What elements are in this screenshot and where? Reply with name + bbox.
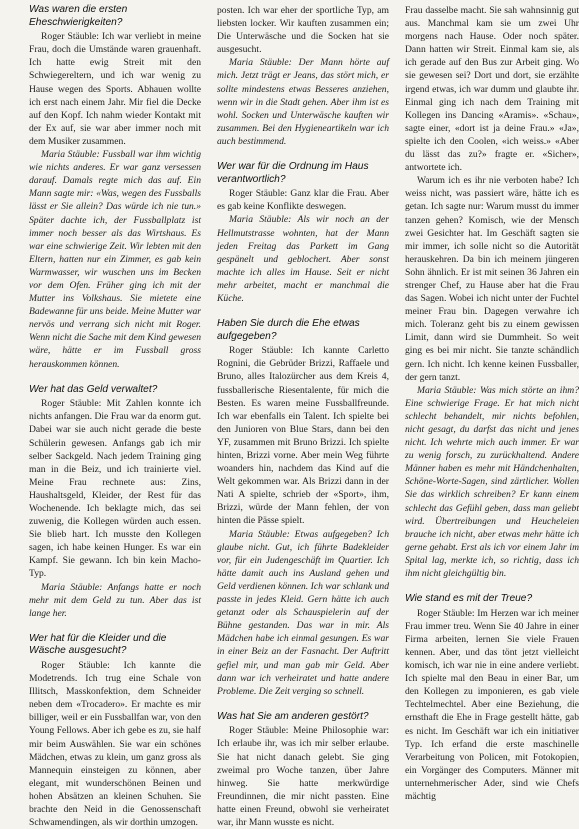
answer-paragraph: Warum ich es ihr nie verboten habe? Ich weiss nicht, was passiert wäre, hätte ich es getan. Ich sagte nur: Warum musst du immer tanzen gehen? Komisch, wie der Mensch zwei Gesichter hat. Im Geschäft sagten sie mir immer, ich solle nicht so die Autorität herauskehren. Da bin ich meinem jüngeren Sohn ähnlich. Er ist mit seinen 36 Jahren ein strenger Chef, zu Hause aber hat die Frau das Sagen. Wobei ich nicht unter der Fuchtel meiner Frau bin. Dagegen verwahre ich mich. Toleranz geht bis zu einem gewissen Limit, dann wird sie Dummheit. So weit ging es bei mir nicht. Sie tanzte schändlich gern. Ich nicht. Ich kenne keinen Fussballer, der gern tanzt. — [405, 175, 579, 383]
question-heading: Wer hat für die Kleider und die Wäsche ausgesucht? — [29, 632, 167, 657]
answer-paragraph: Roger Stäuble: Ich kannte Carletto Rognini, die Gebrüder Brizzi, Raffaele und Bruno, alles Italozürcher aus dem Kreis 4, fussballerische Riesentalente, für mich die Besten. Es waren meine Fussballfreunde. Ich war ebenfalls ein Talent. Ich spielte bei den Junioren von Blue Stars, dann bei den YF, zusammen mit Bruno Brizzi. Ich spielte hinten, Brizzi vorne. Aber mein Weg führte woanders hin, nachdem das Kind auf die Welt gekommen war. Als Brizzi dann in der Nati A spielte, schrieb der «Sport», ihm, Brizzi, würde der Mann fehlen, der von hinten die Pässe spielt. — [217, 345, 389, 527]
answer-paragraph: Roger Stäuble: Im Herzen war ich meiner Frau immer treu. Wenn Sie 40 Jahre in einer Firma arbeiten, lernen Sie viele Frauen kennen. Aber, und das tönt jetzt vielleicht komisch, ich war nie in eine andere verliebt. Ich spielte mal den Beau in einer Bar, um den Kollegen zu imponieren, es gab viele Techtelmechtel. Aber eine Beziehung, die ernsthaft die Ehe in Frage gestellt hätte, gab es nicht. Im Geschäft war ich ein initiativer Typ. Ich erfand die erste maschinelle Verarbeitung von Policen, mit Fotokopien, ein Vorgänger des Computers. Männer mit unternehmerischer Ader, sind wie Chefs mächtig — [405, 607, 579, 803]
question-heading: Wer hat das Geld verwaltet? — [29, 383, 158, 395]
answer-paragraph-italic: Maria Stäuble: Der Mann hörte auf mich. Jetzt trägt er Jeans, das stört mich, er sollte mindestens etwas Besseres anziehen, wenn wir in die Stadt gehen. Aber ihm ist es wohl. Socken und Unterwäsche kauften wir zusammen. Bei den Hygieneartikeln war ich auch bestimmend. — [217, 57, 389, 147]
answer-paragraph: Roger Stäuble: Ich kannte die Modetrends. Ich trug eine Schale von Illitsch, Masskonfektion, dem Schneider neben dem «Trocadero». Er machte es mir billiger, weil er ein Fussballfan war, von den Young Fellows. Aber ich gebe es zu, sie half mir beim Auswählen. Sie war ein schönes Mädchen, etwas zu klein, um ganz gross als Mannequin einsteigen zu können, aber elegant, mit wunderschönen Beinen und hohen Absätzen an kleinen Schuhen. Sie brachte den Neid in die Genossenschaft Schwamendingen, als wir dorthin umzogen. — [29, 660, 201, 829]
column-right — [405, 4, 579, 803]
continued-paragraph: Frau dasselbe macht. Sie sah wahnsinnig gut aus. Manchmal kam sie um zwei Uhr morgens nach Hause. Oder noch später. Dann hatten wir Streit. Einmal kam sie, als ich gerade auf den Bus zur Arbeit ging. Wo sie gewesen sei? Dort und dort, sie erzählte irgend etwas, ich war dumm und glaubte ihr. Einmal ging ich nach dem Training mit Kollegen ins Dancing «Aramis». «Schau», sagte einer, «dort ist ja deine Frau.» «Ja», spielte ich den Coolen, «ich weiss.» «Aber du lässt das zu?» fragte er. «Sicher», antwortete ich. — [405, 5, 579, 174]
question-heading: Was waren die ersten Eheschwierigkeiten? — [29, 4, 128, 28]
answer-paragraph: Roger Stäuble: Meine Philosophie war: Ich erlaube ihr, was ich mir selber erlaube. Sie hat nicht danach gelebt. Sie ging zweimal pro Woche tanzen, über Jahre hinweg. Sie hatte merkwürdige Freundinnen, die mir nicht passten. Eine hatte einen Freund, obwohl sie verheiratet war, ihr Mann wusste es nicht. — [217, 725, 389, 829]
answer-paragraph-italic: Maria Stäuble: Etwas aufgegeben? Ich glaube nicht. Gut, ich führte Badekleider vor, für ein Judengeschäft im Quartier. Ich hätte damit auch ins Ausland gehen und Geld verdienen können. Ich war schlank und passte in jedes Kleid. Gern hätte ich auch getanzt oder als Schauspielerin auf der Bühne gestanden. Das war in mir. Als Mädchen habe ich einmal gesungen. Es war in einer Beiz an der Fasnacht. Der Auftritt gefiel mir, und man gab mir Geld. Aber dann war ich verheiratet und hatte andere Probleme. Die Zeit verging so schnell. — [217, 528, 389, 697]
answer-paragraph: Roger Stäuble: Ich war verliebt in meine Frau, doch die Umstände waren grauenhaft. Ich hatte ewig Streit mit den Schwiegereltern, und ich war wenig zu Hause wegen des Sports. Abhauen wollte ich erst nach einem Jahr. Mir fiel die Decke auf den Kopf. Ich nahm wieder Kontakt mit der Ex auf, sie war aber immer noch mit dem Musiker zusammen. — [29, 31, 201, 147]
answer-paragraph-italic: Maria Stäuble: Was mich störte an ihm? Eine schwierige Frage. Er hat mich nicht schlecht behandelt, mir nichts befohlen, nicht gesagt, du darfst das nicht und jenes nicht. Ich wehrte mich auch immer. Er war zu wenig forsch, zu zurückhaltend. Andere Männer haben es mehr mit Händchenhalten, Schöne-Worte-Sagen, sind zärtlicher. Wollen Sie das wirklich schreiben? Er kann einem schlecht das Gefühl geben, dass man geliebt wird. Übertreibungen und Heucheleien brauche ich nicht, aber etwas mehr hätte ich gerne gehabt. Erst als ich vor einem Jahr im Spital lag, merkte ich, so richtig, dass ich ihm nicht gleichgültig bin. — [405, 384, 579, 580]
column-left — [29, 4, 201, 829]
continued-paragraph: posten. Ich war eher der sportliche Typ, am liebsten locker. Wir kauften zusammen ein; Die Unterwäsche und die Socken hat sie ausgesucht. — [217, 5, 389, 56]
column-middle — [217, 4, 389, 829]
answer-paragraph-italic: Maria Stäuble: Fussball war ihm wichtig wie nichts anderes. Er war ganz versessen darauf. Damals regte mich das auf. Ein Mann sagte mir: «Was, wegen des Fussballs lässt er Sie allein? Das würde ich nie tun.» Später dachte ich, der Fussballplatz ist immer noch besser als das Wirtshaus. Es war eine schwierige Zeit. Wir lebten mit den Eltern, hatten nur ein Zimmer, es gab kein Warmwasser, wir wuschen uns im Becken vor dem Ofen. Früher ging ich mit der Mutter ins Volkshaus. Sie mietete eine Badewanne für uns beide. Meine Mutter war nervös und verrang sich nicht mit Roger. Wenn nicht die Sache mit dem Kind gewesen wäre, hätte er im Fussball gross herauskommen können. — [29, 149, 201, 370]
question-heading: Wer war für die Ordnung im Haus verantwortlich? — [217, 161, 369, 185]
answer-paragraph: Roger Stäuble: Ganz klar die Frau. Aber es gab keine Konflikte deswegen. — [217, 188, 389, 213]
question-heading: Wie stand es mit der Treue? — [405, 593, 533, 605]
question-heading: Was hat Sie am anderen gestört? — [217, 710, 369, 722]
answer-paragraph-italic: Maria Stäuble: Anfangs hatte er noch mehr mit dem Geld zu tun. Aber das ist lange her. — [29, 581, 201, 619]
answer-paragraph-italic: Maria Stäuble: Als wir noch an der Hellmutstrasse wohnten, hat der Mann jeden Freitag das Parkett im Gang gespänelt und geblochert. Aber sonst machte ich alles im Hause. Seit er nicht mehr arbeitet, macht er manchmal die Küche. — [217, 214, 389, 304]
answer-paragraph: Roger Stäuble: Mit Zahlen konnte ich nichts anfangen. Die Frau war da enorm gut. Dabei war sie auch nicht gerade die beste Schülerin gewesen. Anfangs gab ich mir selber Sackgeld. Nach jedem Training ging man in die Beiz, und ich trainierte viel. Meine Frau rechnete aus: Zins, Haushaltsgeld, Kleider, der Rest für das Wochenende. Ich beklagte mich, das sei zuwenig, die Kollegen würden auch essen. Sie blieb hart. Ich musste den Kollegen sagen, ich habe keinen Hunger. Es war ein Kampf. Sie gewann. Ich bin kein Macho-Typ. — [29, 398, 201, 580]
question-heading: Haben Sie durch die Ehe etwas aufgegeben? — [217, 318, 360, 342]
